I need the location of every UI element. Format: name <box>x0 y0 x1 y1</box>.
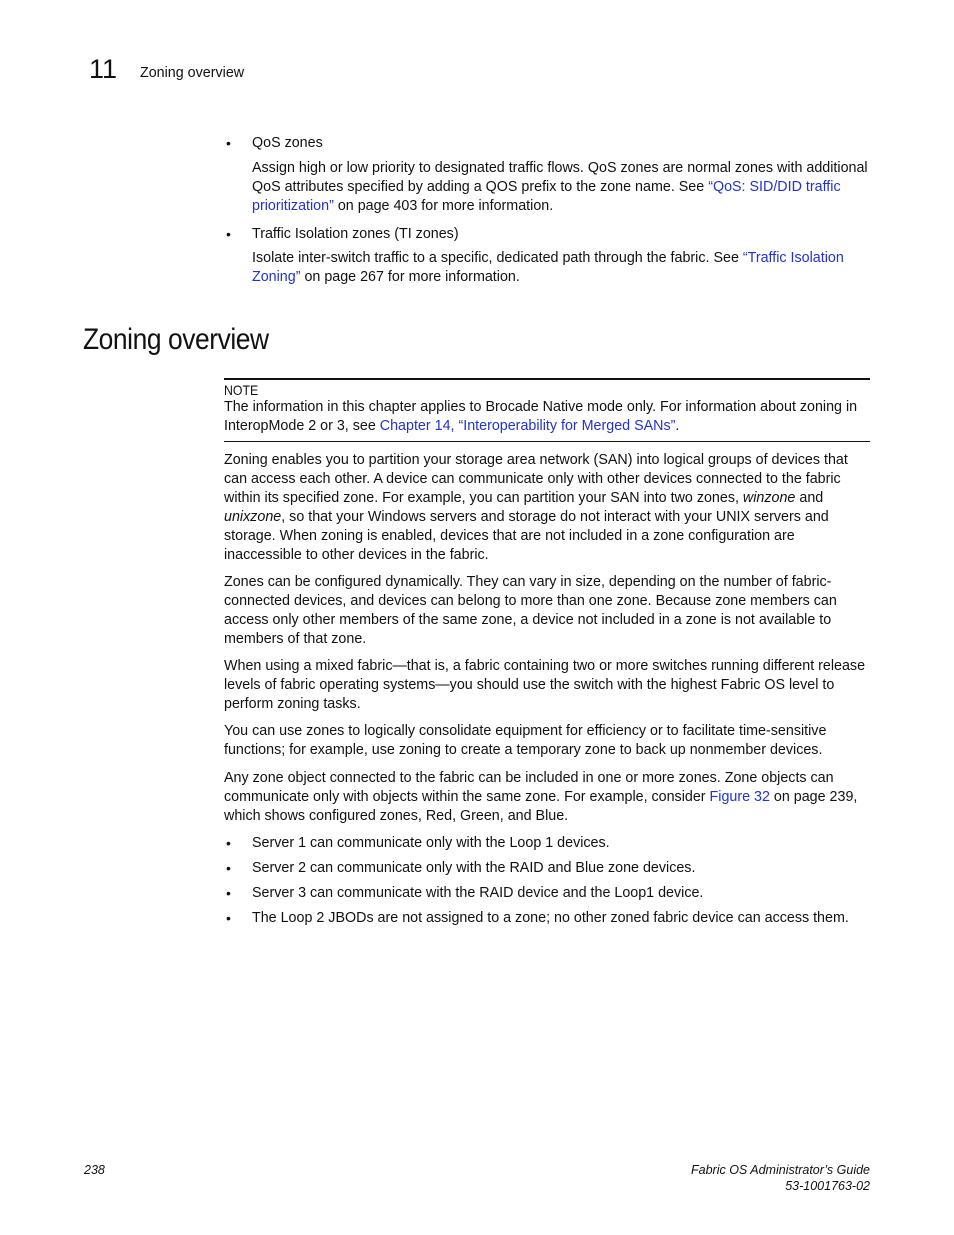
bullet-icon: • <box>226 885 231 901</box>
link-qos-prioritization[interactable]: “QoS: SID/DID traffic prioritization” <box>252 179 841 214</box>
bullet-icon: • <box>226 910 231 926</box>
section-heading: Zoning overview <box>83 323 269 356</box>
link-figure-32[interactable]: Figure 32 <box>709 789 770 805</box>
footer-doc-title: Fabric OS Administrator’s Guide <box>691 1163 870 1177</box>
list-item: Server 1 can communicate only with the Loop 1 devices. <box>252 835 610 851</box>
chapter-number: 11 <box>89 54 118 84</box>
paragraph-mixed-fabric: When using a mixed fabric—that is, a fabric containing two or more switches running different release levels of fabric operating systems—you should use the switch with the highest Fabric OS level to perform zoning tasks. <box>224 658 866 712</box>
bullet-icon: • <box>226 860 231 876</box>
footer-doc-info <box>691 1162 870 1194</box>
paragraph-dynamic-zones: Zones can be configured dynamically. They can vary in size, depending on the number of fabric-connected devices, and devices can belong to more than one zone. Because zone members can access only other members of the same zone, a device not included in a zone is not available to members of that zone. <box>224 574 837 647</box>
running-header-title: Zoning overview <box>140 65 245 81</box>
paragraph-zone-objects: Any zone object connected to the fabric can be included in one or more zones. Zone objects can communicate only with objects within the same zone. For example, consider Figure 32 on page 239, which shows configured zones, Red, Green, and Blue. <box>224 770 858 824</box>
list-item: The Loop 2 JBODs are not assigned to a zone; no other zoned fabric device can access them. <box>252 910 849 926</box>
paragraph-consolidate: You can use zones to logically consolidate equipment for efficiency or to facilitate time-sensitive functions; for example, use zoning to create a temporary zone to back up nonmember devices. <box>224 723 827 758</box>
bullet-title-ti: Traffic Isolation zones (TI zones) <box>252 226 459 242</box>
bullet-body-ti: Isolate inter-switch traffic to a specific, dedicated path through the fabric. See “Traffic Isolation Zoning” on page 267 for more information. <box>252 250 844 285</box>
note-text: The information in this chapter applies to Brocade Native mode only. For information about zoning in InteropMode 2 or 3, see Chapter 14, “Interoperability for Merged SANs”. <box>224 399 858 434</box>
bullet-icon: • <box>226 135 231 151</box>
list-item: Server 2 can communicate only with the RAID and Blue zone devices. <box>252 860 696 876</box>
note-bottom-rule <box>224 441 870 442</box>
bullet-body-qos: Assign high or low priority to designated traffic flows. QoS zones are normal zones with additional QoS attributes specified by adding a QOS prefix to the zone name. See “QoS: SID/DID traffic prioritization” on page 403 for more information. <box>252 160 868 214</box>
link-traffic-isolation[interactable]: “Traffic Isolation Zoning” <box>252 250 844 285</box>
note-label: NOTE <box>224 382 259 398</box>
bullet-icon: • <box>226 226 231 242</box>
page-number: 238 <box>84 1163 105 1177</box>
bullet-title-qos: QoS zones <box>252 135 323 151</box>
footer-doc-number: 53-1001763-02 <box>785 1179 870 1193</box>
bullet-icon: • <box>226 835 231 851</box>
note-top-rule <box>224 378 870 380</box>
link-chapter-14[interactable]: Chapter 14, “Interoperability for Merged SANs” <box>379 418 676 434</box>
list-item: Server 3 can communicate with the RAID device and the Loop1 device. <box>252 885 704 901</box>
paragraph-zoning-intro: Zoning enables you to partition your storage area network (SAN) into logical groups of devices that can access each other. A device can communicate only with other devices connected to the fabric within its specified zone. For example, you can partition your SAN into two zones, winzone and unixzone, so that your Windows servers and storage do not interact with your UNIX servers and storage. When zoning is enabled, devices that are not included in a zone configuration are inaccessible to other devices in the fabric. <box>224 452 848 563</box>
